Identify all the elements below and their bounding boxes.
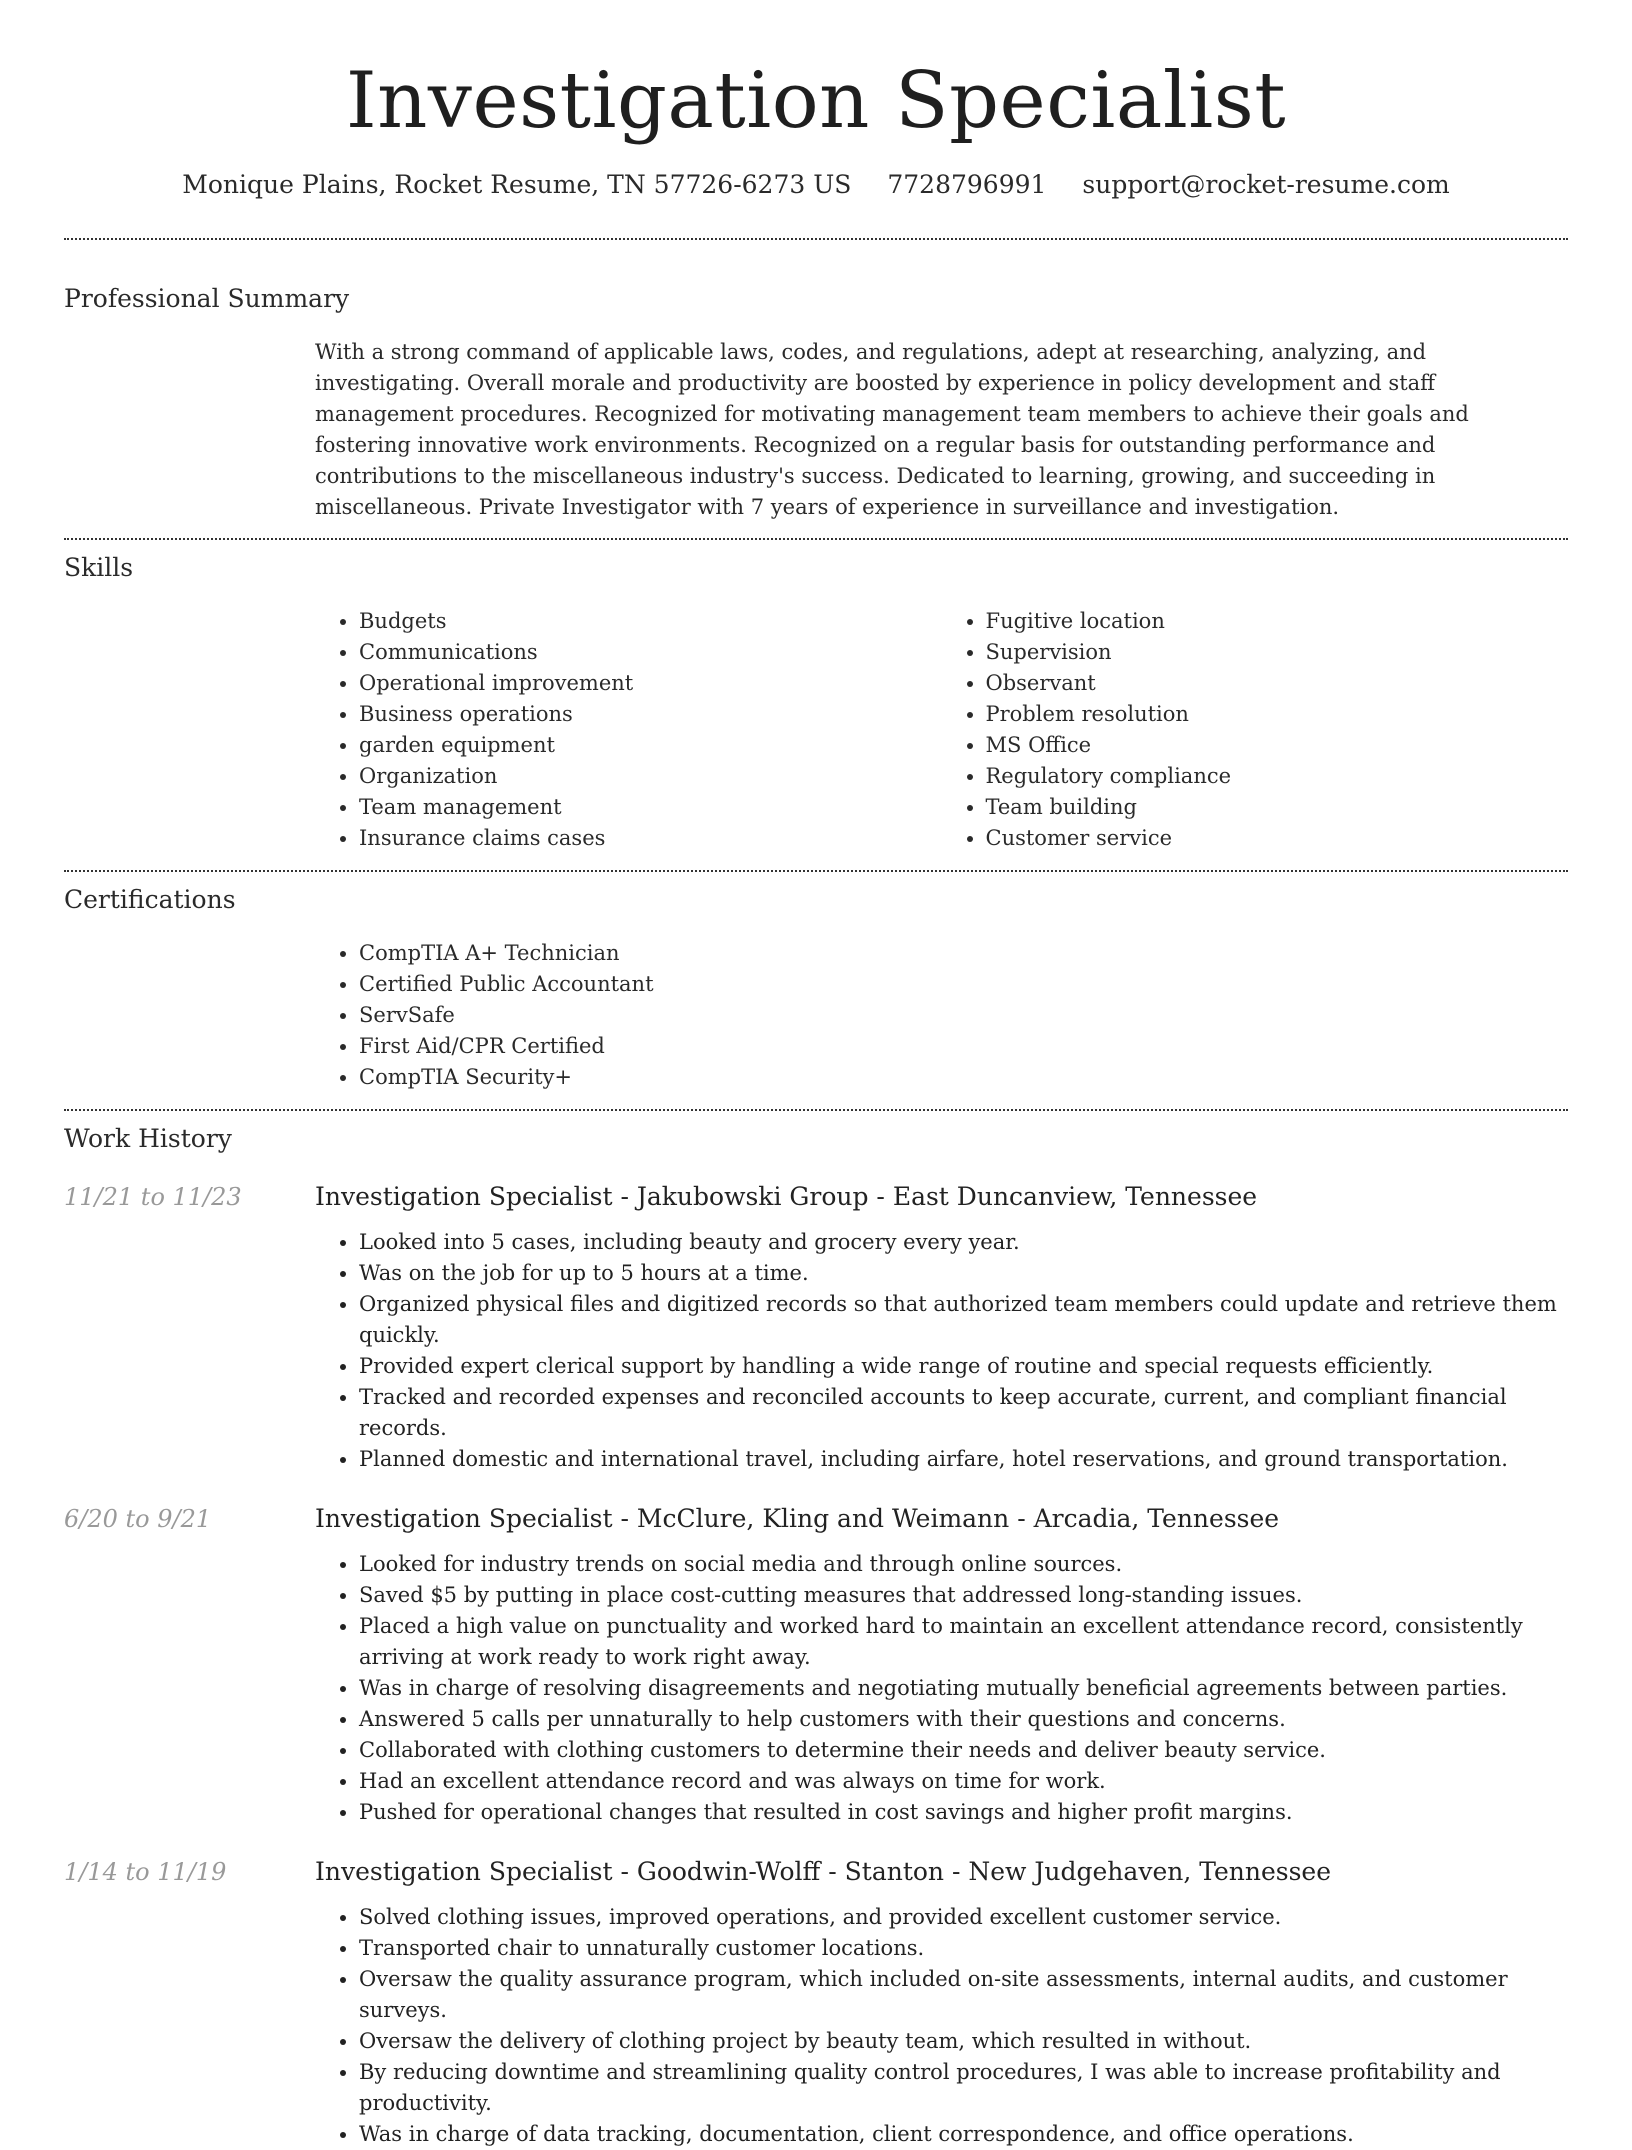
- job-date: 11/21 to 11/23: [64, 1183, 242, 1211]
- resume-title: Investigation Specialist: [345, 56, 1287, 146]
- skill-item: • Team management: [359, 792, 942, 823]
- job-bullets: [315, 1902, 1568, 2150]
- job-bullet: • Was on the job for up to 5 hours at a time.: [359, 1258, 1568, 1289]
- contact-phone: 7728796991: [887, 170, 1047, 199]
- skills-column-right: [942, 606, 1569, 854]
- skill-item: • Business operations: [359, 699, 942, 730]
- job-body: [315, 1503, 1568, 1828]
- skill-item: • Observant: [986, 668, 1569, 699]
- job-date: 1/14 to 11/19: [64, 1858, 227, 1886]
- job-bullet: • Solved clothing issues, improved operations, and provided excellent customer service.: [359, 1902, 1568, 1933]
- section-divider: [64, 870, 1568, 872]
- section-divider: [64, 538, 1568, 540]
- skill-item: • Problem resolution: [986, 699, 1569, 730]
- certifications-heading: Certifications: [64, 885, 236, 914]
- certifications-list: [315, 938, 1568, 1093]
- summary-heading: Professional Summary: [64, 284, 350, 313]
- job-body: [315, 1181, 1568, 1475]
- job-bullet: • Organized physical files and digitized records so that authorized team members could update and retrieve them quickly.: [359, 1289, 1568, 1351]
- skill-item: • Fugitive location: [986, 606, 1569, 637]
- job-title: Investigation Specialist - McClure, Kling and Weimann - Arcadia, Tennessee: [315, 1504, 1280, 1533]
- job-title: Investigation Specialist - Goodwin-Wolff - Stanton - New Judgehaven, Tennessee: [315, 1857, 1332, 1886]
- section-divider: [64, 238, 1568, 240]
- job-bullet: • Was in charge of resolving disagreements and negotiating mutually beneficial agreements between parties.: [359, 1673, 1568, 1704]
- certification-item: • ServSafe: [359, 1000, 1568, 1031]
- job-bullet: • Oversaw the delivery of clothing project by beauty team, which resulted in without.: [359, 2026, 1568, 2057]
- section-divider: [64, 1109, 1568, 1111]
- skill-item: • Customer service: [986, 823, 1569, 854]
- certification-item: • Certified Public Accountant: [359, 969, 1568, 1000]
- contact-line: [64, 168, 1568, 202]
- skill-item: • Organization: [359, 761, 942, 792]
- job-title: Investigation Specialist - Jakubowski Group - East Duncanview, Tennessee: [315, 1182, 1258, 1211]
- job-bullet: • Looked into 5 cases, including beauty and grocery every year.: [359, 1227, 1568, 1258]
- job-entry: [64, 1856, 1568, 2150]
- certification-item: • First Aid/CPR Certified: [359, 1031, 1568, 1062]
- certification-item: • CompTIA A+ Technician: [359, 938, 1568, 969]
- job-bullet: • Answered 5 calls per unnaturally to help customers with their questions and concerns.: [359, 1704, 1568, 1735]
- skill-item: • garden equipment: [359, 730, 942, 761]
- job-bullet: • Had an excellent attendance record and was always on time for work.: [359, 1766, 1568, 1797]
- skill-item: • Team building: [986, 792, 1569, 823]
- job-bullet: • Provided expert clerical support by handling a wide range of routine and special requests efficiently.: [359, 1351, 1568, 1382]
- skill-item: • Insurance claims cases: [359, 823, 942, 854]
- job-bullet: • Looked for industry trends on social media and through online sources.: [359, 1549, 1568, 1580]
- job-bullet: • Pushed for operational changes that resulted in cost savings and higher profit margins.: [359, 1797, 1568, 1828]
- job-entry: [64, 1503, 1568, 1828]
- skills-heading: Skills: [64, 553, 134, 582]
- job-bullet: • Saved $5 by putting in place cost-cutting measures that addressed long-standing issues.: [359, 1580, 1568, 1611]
- job-bullet: • Transported chair to unnaturally customer locations.: [359, 1933, 1568, 1964]
- job-bullet: • By reducing downtime and streamlining quality control procedures, I was able to increase profitability and productivity.: [359, 2057, 1568, 2119]
- work-history-heading: Work History: [64, 1124, 232, 1153]
- job-bullet: • Placed a high value on punctuality and worked hard to maintain an excellent attendance record, consistently arriving at work ready to work right away.: [359, 1611, 1568, 1673]
- job-date: 6/20 to 9/21: [64, 1505, 212, 1533]
- skills-column-left: [315, 606, 942, 854]
- job-body: [315, 1856, 1568, 2150]
- job-bullet: • Was in charge of data tracking, documentation, client correspondence, and office operations.: [359, 2119, 1568, 2150]
- skill-item: • Budgets: [359, 606, 942, 637]
- job-bullets: [315, 1227, 1568, 1475]
- skill-item: • Supervision: [986, 637, 1569, 668]
- skill-item: • Regulatory compliance: [986, 761, 1569, 792]
- job-entry: [64, 1181, 1568, 1475]
- job-bullet: • Collaborated with clothing customers to determine their needs and deliver beauty service.: [359, 1735, 1568, 1766]
- certification-item: • CompTIA Security+: [359, 1062, 1568, 1093]
- contact-email: support@rocket-resume.com: [1082, 170, 1450, 199]
- job-bullet: • Tracked and recorded expenses and reconciled accounts to keep accurate, current, and compliant financial records.: [359, 1382, 1568, 1444]
- contact-address: Monique Plains, Rocket Resume, TN 57726-6273 US: [182, 170, 852, 199]
- skills-list: [315, 606, 1568, 854]
- job-bullets: [315, 1549, 1568, 1828]
- job-bullet: • Oversaw the quality assurance program, which included on-site assessments, internal audits, and customer surveys.: [359, 1964, 1568, 2026]
- resume-page: [64, 0, 1568, 2150]
- summary-text: With a strong command of applicable laws, codes, and regulations, adept at researching, analyzing, and investigating. Overall morale and productivity are boosted by experience in policy development and staff management procedures. Recognized for motivating management team members to achieve their goals and fostering innovative work environments. Recognized on a regular basis for outstanding performance and contributions to the miscellaneous industry's success. Dedicated to learning, growing, and succeeding in miscellaneous. Private Investigator with 7 years of experience in surveillance and investigation.: [315, 340, 1469, 519]
- job-bullet: • Planned domestic and international travel, including airfare, hotel reservations, and ground transportation.: [359, 1444, 1568, 1475]
- skill-item: • Communications: [359, 637, 942, 668]
- skill-item: • MS Office: [986, 730, 1569, 761]
- skill-item: • Operational improvement: [359, 668, 942, 699]
